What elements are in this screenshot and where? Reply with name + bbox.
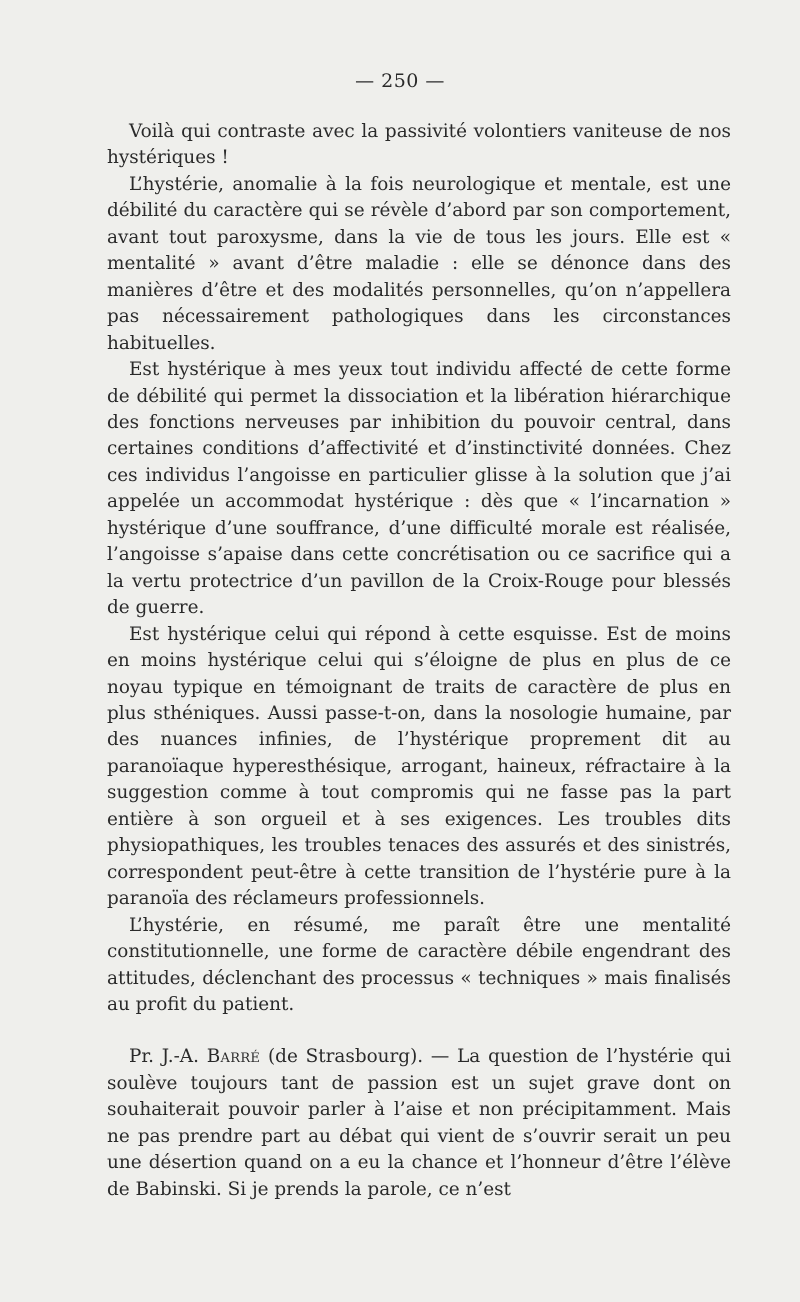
page-number: — 250 —: [355, 70, 445, 92]
paragraph-barre: [107, 1044, 731, 1203]
paragraph-3: Est hystérique à mes yeux tout individu affecté de cette forme de débilité qui permet la dissociation et la libération hiérarchique des fonctions nerveuses par inhibition du pouvoir central, dans certaines conditions d’affectivité et d’instinctivité données. Chez ces individus l’angoisse en particulier glisse à la solution que j’ai appelée un accommodat hystérique : dès que « l’incarnation » hystérique d’une souffrance, d’une difficulté morale est réalisée, l’angoisse s’apaise dans cette concrétisation ou ce sacrifice qui a la vertu protectrice d’un pavillon de la Croix-Rouge pour blessés de guerre.: [107, 359, 731, 619]
paragraph-2: L’hystérie, anomalie à la fois neurologique et mentale, est une débilité du caractère qui se révèle d’abord par son comportement, avant tout paroxysme, dans la vie de tous les jours. Elle est « mentalité » avant d’être maladie : elle se dénonce dans des manières d’être et des modalités personnelles, qu’on n’appellera pas nécessairement pathologiques dans les circonstances habituelles.: [107, 173, 731, 354]
body-text: [107, 119, 731, 1203]
paragraph-4: Est hystérique celui qui répond à cette esquisse. Est de moins en moins hystérique celui qui s’éloigne de plus en plus de ce noyau typique en témoignant de traits de caractère de plus en plus sthéniques. Aussi passe-t-on, dans la nosologie humaine, par des nuances infinies, de l’hystérique proprement dit au paranoïaque hyperesthésique, arrogant, haineux, réfractaire à la suggestion comme à tout compromis qui ne fasse pas la part entière à son orgueil et à ses exigences. Les troubles dits physiopathiques, les troubles tenaces des assurés et des sinistrés, correspondent peut-être à cette transition de l’hystérie pure à la paranoïa des réclameurs professionnels.: [107, 623, 731, 910]
speaker-text: (de Strasbourg). — La question de l’hystérie qui soulève toujours tant de passion est un sujet grave dont on souhaiterait pouvoir parler à l’aise et non précipitamment. Mais ne pas prendre part au débat qui vient de s’ouvrir serait un peu une désertion quand on a eu la chance et l’honneur d’être l’élève de Babinski. Si je prends la parole, ce n’est: [107, 1046, 731, 1200]
paragraph-5: L’hystérie, en résumé, me paraît être une mentalité constitutionnelle, une forme de caractère débile engendrant des attitudes, déclenchant des processus « techniques » mais finalisés au profit du patient.: [107, 914, 731, 1015]
speaker-prefix: Pr. J.-A.: [129, 1046, 207, 1068]
paragraph-1: Voilà qui contraste avec la passivité volontiers vaniteuse de nos hystériques !: [107, 121, 731, 169]
speaker-name: Barré: [206, 1046, 261, 1068]
